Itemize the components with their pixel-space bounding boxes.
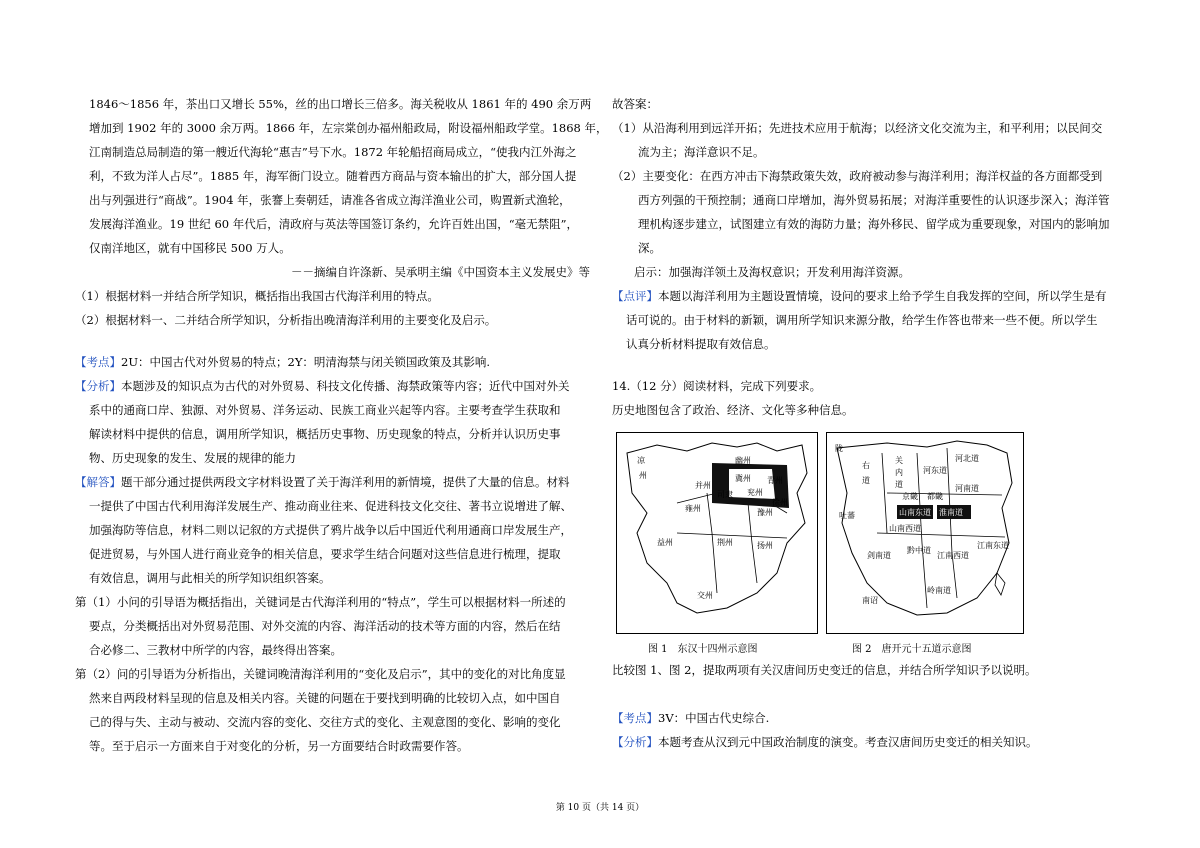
compare-instruction: 比较图 1、图 2，提取两项有关汉唐间历史变迁的信息，并结合所学知识予以说明。 bbox=[612, 663, 1037, 677]
question-14: 14.（12 分）阅读材料，完成下列要求。 bbox=[612, 379, 822, 393]
map2-label: 江南东道 bbox=[977, 541, 1009, 550]
map-tang-kaiyuan-svg bbox=[827, 433, 1023, 633]
material-line: 江南制造总局制造的第一艘近代海轮“惠吉”号下水。1872 年轮船招商局成立，“使我内江外海之 bbox=[89, 145, 577, 159]
map2-label: 内 bbox=[895, 468, 903, 477]
map2-label: 河南道 bbox=[955, 484, 979, 493]
dianping-line: 话可说的。由于材料的新颖，调用所学知识来源分散，给学生作答也带来一些不便。所以学生 bbox=[626, 313, 1098, 327]
map2-label: 道 bbox=[862, 476, 870, 485]
map1-label: 凉 bbox=[637, 456, 645, 465]
jieda-text: 题干部分通过提供两段文字材料设置了关于海洋利用的新情境，提供了大量的信息。材料 bbox=[121, 475, 570, 489]
answer-1-line: （1）从沿海利用到远洋开拓；先进技术应用于航海；以经济文化交流为主，和平利用；以民间交 bbox=[612, 121, 1103, 135]
map2-label: 山南西道 bbox=[889, 524, 921, 533]
map1-label: 司隶 bbox=[717, 490, 733, 499]
jieda-line: 加强海防等信息，材料二则以记叙的方式提供了鸦片战争以后中国近代利用通商口岸发展生产， bbox=[89, 523, 572, 537]
dianping-line: 认真分析材料提取有效信息。 bbox=[626, 337, 776, 351]
map2-label: 吐蕃 bbox=[839, 511, 855, 520]
kaodian-row bbox=[75, 354, 490, 370]
map1-label: 扬州 bbox=[757, 541, 773, 550]
q2-analysis-line: 等。至于启示一方面来自于对变化的分析，另一方面要结合时政需要作答。 bbox=[89, 739, 469, 753]
answer-2-line: 深。 bbox=[638, 241, 661, 255]
map1-label: 雍州 bbox=[685, 504, 701, 513]
map2-label: 剑南道 bbox=[867, 551, 891, 560]
question-2: （2）根据材料一、二并结合所学知识，分析指出晚清海洋利用的主要变化及启示。 bbox=[75, 313, 497, 327]
material-line: 仅南洋地区，就有中国移民 500 万人。 bbox=[89, 241, 291, 255]
answer-2-line: （2）主要变化：在西方冲击下海禁政策失效，政府被动参与海洋利用；海洋权益的各方面都受到 bbox=[612, 169, 1103, 183]
jieda-line: 一提供了中国古代利用海洋发展生产、推动商业往来、促进科技文化交往、著书立说增进了解、 bbox=[89, 499, 572, 513]
map2-label: 江南西道 bbox=[937, 551, 969, 560]
map2-label: 淮南道 bbox=[939, 508, 963, 517]
map1-label: 豫州 bbox=[757, 508, 773, 517]
map1-caption: 图 1 东汉十四州示意图 bbox=[648, 644, 758, 655]
map2-label: 山南东道 bbox=[899, 508, 931, 517]
answer-2-line: 理机构逐步建立，试图建立有效的海防力量；海外移民、留学成为重要现象，对国内的影响加 bbox=[638, 217, 1110, 231]
material-line: 出与列强进行“商战”。1904 年，张謇上奏朝廷，请准各省成立海洋渔业公司，购置新式渔轮， bbox=[89, 193, 571, 207]
fenxi-text: 本题考查从汉到元中国政治制度的演变。考查汉唐间历史变迁的相关知识。 bbox=[658, 735, 1038, 749]
map1-label: 冀州 bbox=[735, 474, 751, 483]
material-line: 发展海洋渔业。19 世纪 60 年代后，清政府与英法等国签订条约，允许百姓出国，“毫无禁阻”， bbox=[89, 217, 578, 231]
kaodian-tag: 【考点】 bbox=[75, 355, 121, 369]
fenxi-row bbox=[75, 378, 570, 394]
kaodian-row bbox=[612, 710, 769, 726]
fenxi-line: 解读材料中提供的信息，调用所学知识，概括历史事物、历史现象的特点，分析并认识历史事 bbox=[89, 427, 561, 441]
map1-label: 青州 bbox=[767, 476, 783, 485]
q1-analysis-line: 第（1）小问的引导语为概括指出，关键词是古代海洋利用的“特点”，学生可以根据材料一所述的 bbox=[75, 595, 566, 609]
source-citation: －－摘编自许涤新、吴承明主编《中国资本主义发展史》等 bbox=[291, 265, 590, 279]
map2-caption: 图 2 唐开元十五道示意图 bbox=[852, 644, 972, 655]
fenxi-row bbox=[612, 734, 1038, 750]
jieda-tag: 【解答】 bbox=[75, 475, 121, 489]
kaodian-text: 3V：中国古代史综合. bbox=[658, 711, 770, 725]
map1-label: 交州 bbox=[697, 591, 713, 600]
map2-label: 道 bbox=[895, 480, 903, 489]
q2-analysis-line: 己的得与失、主动与被动、交流内容的变化、交往方式的变化、主观意图的变化、影响的变化 bbox=[89, 715, 561, 729]
map1-label: 荆州 bbox=[717, 538, 733, 547]
q2-analysis-line: 第（2）问的引导语为分析指出，关键词晚清海洋利用的“变化及启示”，其中的变化的对比角度显 bbox=[75, 667, 566, 681]
fenxi-tag: 【分析】 bbox=[75, 379, 121, 393]
map2-label: 黔中道 bbox=[907, 546, 931, 555]
map2-label: 京畿 bbox=[902, 492, 918, 501]
map2-label: 岭南道 bbox=[927, 586, 951, 595]
answer-2-line: 西方列强的干预控制；通商口岸增加，海外贸易拓展；对海洋重要性的认识逐步深入；海洋管 bbox=[638, 193, 1110, 207]
map2-label: 河东道 bbox=[923, 466, 947, 475]
map2-label: 河北道 bbox=[955, 454, 979, 463]
dianping-text: 本题以海洋利用为主题设置情境，设问的要求上给予学生自我发挥的空间，所以学生是有 bbox=[658, 289, 1107, 303]
fenxi-tag: 【分析】 bbox=[612, 735, 658, 749]
jieda-line: 促进贸易，与外国人进行商业竞争的相关信息，要求学生结合问题对这些信息进行梳理，提取 bbox=[89, 547, 561, 561]
question-14-intro: 历史地图包含了政治、经济、文化等多种信息。 bbox=[612, 403, 854, 417]
q2-analysis-line: 然来自两段材料呈现的信息及相关内容。关键的问题在于要找到明确的比较切入点，如中国自 bbox=[89, 691, 561, 705]
map1-label: 州 bbox=[639, 471, 647, 480]
map1-label: 并州 bbox=[695, 481, 711, 490]
material-line: 增加到 1902 年的 3000 余万两。1866 年，左宗棠创办福州船政局，附设福州船政学堂。1868 年， bbox=[89, 121, 608, 135]
map2-label: 关 bbox=[895, 456, 903, 465]
map2-label: 右 bbox=[862, 461, 870, 470]
map2-label: 陇 bbox=[835, 444, 843, 453]
material-line: 利，不致为洋人占尽”。1885 年，海军衙门设立。随着西方商品与资本输出的扩大，部分国人提 bbox=[89, 169, 577, 183]
jieda-line: 有效信息，调用与此相关的所学知识组织答案。 bbox=[89, 571, 331, 585]
map1-label: 徐州 bbox=[772, 498, 788, 507]
dianping-row bbox=[612, 288, 1107, 304]
dianping-tag: 【点评】 bbox=[612, 289, 658, 303]
map1-label: 兖州 bbox=[747, 488, 763, 497]
map-eastern-han bbox=[616, 432, 818, 634]
answer-intro: 故答案： bbox=[612, 97, 658, 111]
question-1: （1）根据材料一并结合所学知识，概括指出我国古代海洋利用的特点。 bbox=[75, 289, 439, 303]
map2-label: 南诏 bbox=[862, 596, 878, 605]
page-footer: 第 10 页（共 14 页） bbox=[555, 803, 645, 813]
map2-label: 都畿 bbox=[927, 492, 943, 501]
fenxi-line: 物、历史现象的发生、发展的规律的能力 bbox=[89, 451, 296, 465]
map-eastern-han-svg bbox=[617, 433, 817, 633]
map1-label: 益州 bbox=[657, 538, 673, 547]
map1-label: 幽州 bbox=[735, 456, 751, 465]
qishi-line: 启示：加强海洋领土及海权意识；开发利用海洋资源。 bbox=[634, 265, 910, 279]
fenxi-text: 本题涉及的知识点为古代的对外贸易、科技文化传播、海禁政策等内容；近代中国对外关 bbox=[121, 379, 570, 393]
jieda-row bbox=[75, 474, 570, 490]
fenxi-line: 系中的通商口岸、独源、对外贸易、洋务运动、民族工商业兴起等内容。主要考查学生获取和 bbox=[89, 403, 561, 417]
q1-analysis-line: 要点，分类概括出对外贸易范围、对外交流的内容、海洋活动的技术等方面的内容，然后在结 bbox=[89, 619, 561, 633]
q1-analysis-line: 合必修二、三教材中所学的内容，最终得出答案。 bbox=[89, 643, 342, 657]
kaodian-tag: 【考点】 bbox=[612, 711, 658, 725]
material-line: 1846～1856 年，茶出口又增长 55%，丝的出口增长三倍多。海关税收从 1861 年的 490 余万两 bbox=[89, 97, 592, 111]
answer-1-line: 流为主；海洋意识不足。 bbox=[638, 145, 765, 159]
map-tang-kaiyuan bbox=[826, 432, 1024, 634]
kaodian-text: 2U：中国古代对外贸易的特点；2Y：明清海禁与闭关锁国政策及其影响. bbox=[121, 355, 491, 369]
